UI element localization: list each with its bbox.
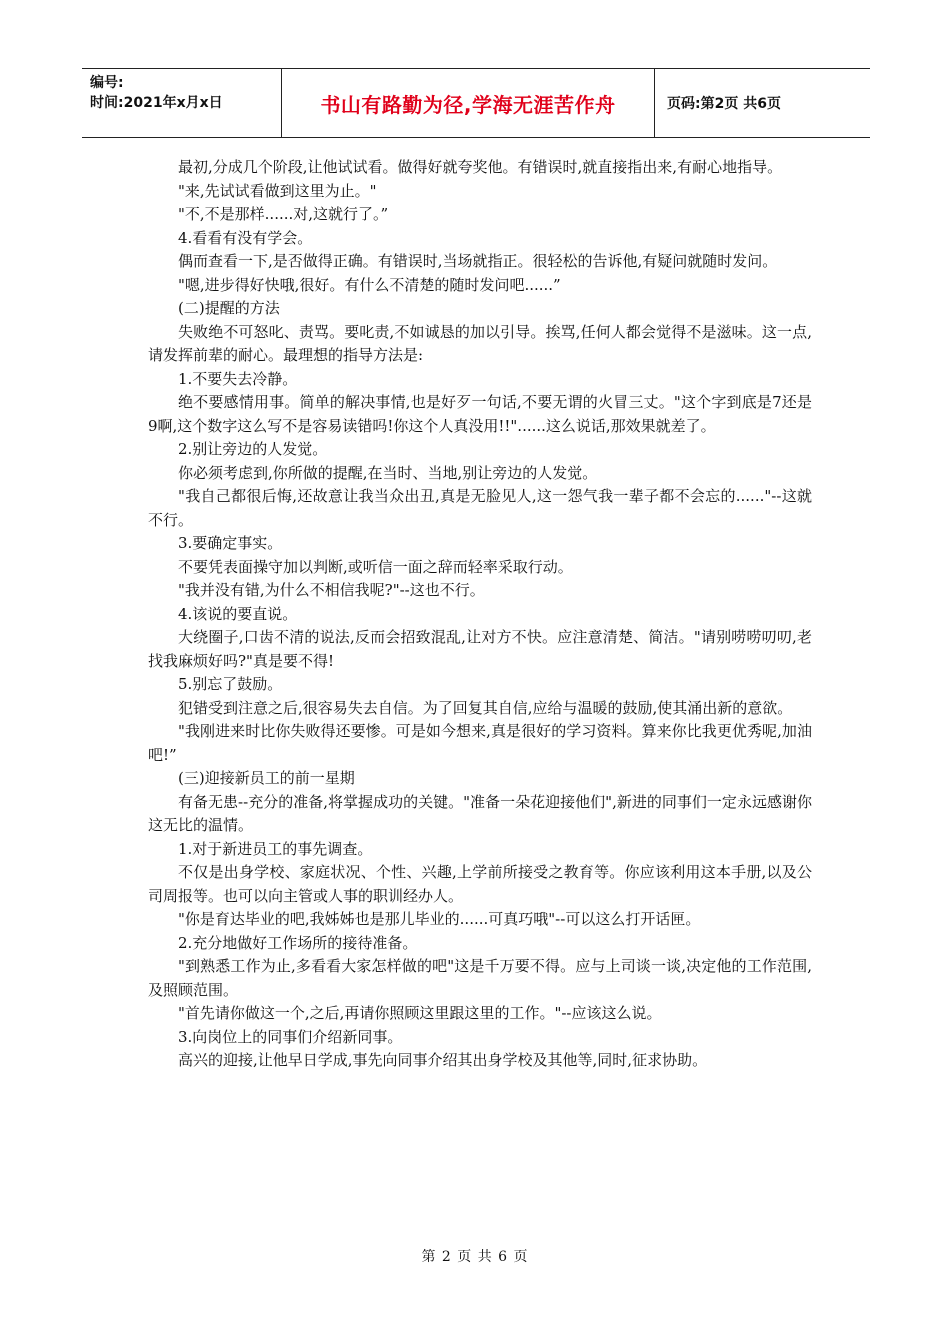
page-header (82, 68, 870, 138)
paragraph: "到熟悉工作为止,多看看大家怎样做的吧"这是千万要不得。应与上司谈一谈,决定他的工作范围,及照顾范围。 (148, 957, 812, 999)
paragraph: 2.充分地做好工作场所的接待准备。 (178, 933, 418, 952)
paragraph: 2.别让旁边的人发觉。 (178, 440, 328, 458)
paragraph: "你是育达毕业的吧,我姊姊也是那儿毕业的......可真巧哦"--可以这么打开话匣。 (178, 910, 701, 928)
paragraph: 犯错受到注意之后,很容易失去自信。为了回复其自信,应给与温暖的鼓励,使其涌出新的意欲。 (178, 698, 793, 717)
paragraph: "我自己都很后悔,还故意让我当众出丑,真是无脸见人,这一怨气我一辈子都不会忘的......"--这就不行。 (148, 487, 812, 529)
paragraph: "不,不是那样......对,这就行了。” (178, 205, 389, 223)
paragraph: 有备无患--充分的准备,将掌握成功的关键。"准备一朵花迎接他们",新进的同事们一定永远感谢你这无比的温情。 (148, 792, 812, 834)
paragraph: 绝不要感情用事。简单的解决事情,也是好歹一句话,不要无谓的火冒三丈。"这个字到底是7还是9啊,这个数字这么写不是容易读错吗!你这个人真没用!!"......这么说话,那效果就差了。 (148, 393, 812, 435)
paragraph: 1.不要失去冷静。 (178, 369, 298, 388)
paragraph: "我刚进来时比你失败得还要惨。可是如今想来,真是很好的学习资料。算来你比我更优秀呢,加油吧!” (148, 722, 812, 764)
paragraph: "嗯,进步得好快哦,很好。有什么不清楚的随时发问吧......” (178, 275, 561, 294)
paragraph: 最初,分成几个阶段,让他试试看。做得好就夸奖他。有错误时,就直接指出来,有耐心地指导。 (178, 158, 783, 176)
paragraph: 不要凭表面操守加以判断,或听信一面之辞而轻率采取行动。 (178, 557, 573, 576)
paragraph: 你必须考虑到,你所做的提醒,在当时、当地,别让旁边的人发觉。 (178, 463, 598, 482)
paragraph: 1.对于新进员工的事先调查。 (178, 839, 373, 858)
header-meta (82, 69, 282, 137)
section-heading: (二)提醒的方法 (178, 299, 280, 317)
paragraph: "首先请你做这一个,之后,再请你照顾这里跟这里的工作。"--应该这么说。 (178, 1004, 662, 1022)
paragraph: "来,先试试看做到这里为止。" (178, 181, 377, 200)
paragraph: 3.向岗位上的同事们介绍新同事。 (178, 1027, 403, 1046)
paragraph: 高兴的迎接,让他早日学成,事先向同事介绍其出身学校及其他等,同时,征求协助。 (178, 1051, 708, 1069)
paragraph: "我并没有错,为什么不相信我呢?"--这也不行。 (178, 581, 485, 599)
paragraph: 大绕圈子,口齿不清的说法,反而会招致混乱,让对方不快。应注意清楚、简洁。"请别唠唠叨叨,老找我麻烦好吗?"真是要不得! (148, 628, 812, 670)
paragraph: 3.要确定事实。 (178, 534, 283, 552)
paragraph: 偶而查看一下,是否做得正确。有错误时,当场就指正。很轻松的告诉他,有疑问就随时发问。 (178, 252, 778, 270)
paragraph: 5.别忘了鼓励。 (178, 675, 283, 693)
section-heading: (三)迎接新员工的前一星期 (178, 769, 355, 787)
header-motto: 书山有路勤为径,学海无涯苦作舟 (282, 69, 655, 137)
number-label: 编号: (90, 75, 124, 91)
paragraph: 失败绝不可怒叱、责骂。要叱责,不如诚恳的加以引导。挨骂,任何人都会觉得不是滋味。这一点,请发挥前辈的耐心。最理想的指导方法是: (148, 322, 812, 364)
paragraph: 4.该说的要直说。 (178, 604, 298, 623)
document-body (148, 156, 812, 1073)
time-label: 时间:2021年x月x日 (90, 95, 223, 111)
header-page-code: 页码:第2页 共6页 (667, 96, 781, 112)
paragraph: 4.看看有没有学会。 (178, 228, 313, 247)
paragraph: 不仅是出身学校、家庭状况、个性、兴趣,上学前所接受之教育等。你应该利用这本手册,以及公司周报等。也可以向主管或人事的职训经办人。 (148, 863, 812, 905)
page-footer: 第 2 页 共 6 页 (421, 1249, 529, 1265)
